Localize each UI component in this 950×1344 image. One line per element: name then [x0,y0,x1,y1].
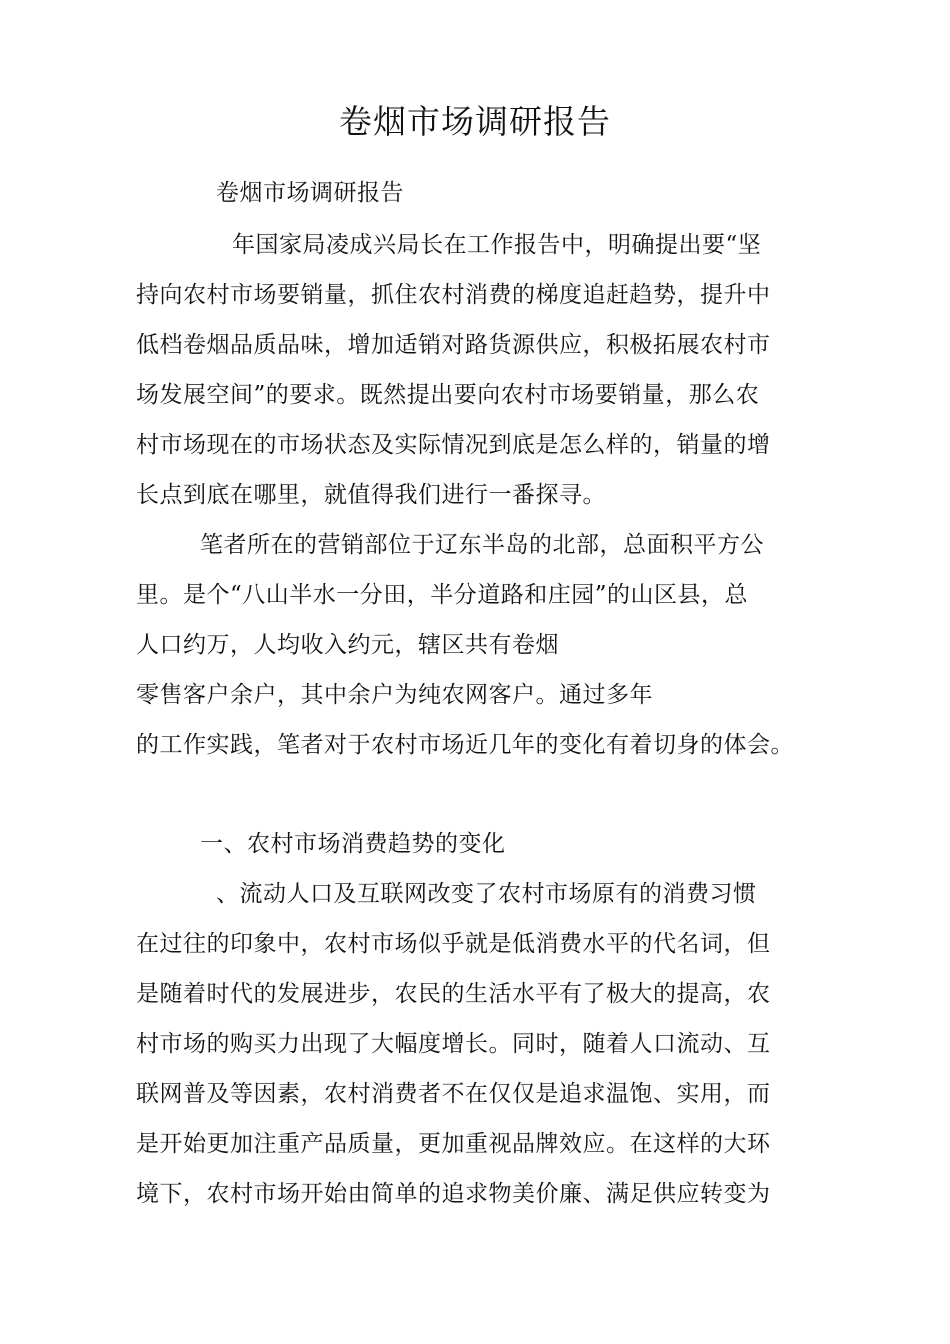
paragraph-line: 笔者所在的营销部位于辽东半岛的北部，总面积平方公 [200,532,764,558]
paragraph-line: 村市场现在的市场状态及实际情况到底是怎么样的，销量的增 [136,432,771,458]
paragraph-line: 场发展空间”的要求。既然提出要向农村市场要销量，那么农 [136,382,760,408]
paragraph-line: 长点到底在哪里，就值得我们进行一番探寻。 [136,482,606,508]
paragraph-line: 零售客户余户，其中余户为纯农网客户。通过多年 [136,682,653,708]
paragraph-line: 里。是个“八山半水一分田，半分道路和庄园”的山区县，总 [136,582,749,608]
paragraph-line: 联网普及等因素，农村消费者不在仅仅是追求温饱、实用，而 [136,1081,771,1107]
paragraph-line: 持向农村市场要销量，抓住农村消费的梯度追赶趋势，提升中 [136,282,771,308]
paragraph-line: 是开始更加注重产品质量，更加重视品牌效应。在这样的大环 [136,1131,771,1157]
paragraph-line: 低档卷烟品质品味，增加适销对路货源供应，积极拓展农村市 [136,332,771,358]
paragraph-line: 村市场的购买力出现了大幅度增长。同时，随着人口流动、互 [136,1031,771,1057]
paragraph-line: 境下，农村市场开始由简单的追求物美价廉、满足供应转变为 [136,1181,771,1207]
paragraph-line: 在过往的印象中，农村市场似乎就是低消费水平的代名词，但 [136,931,771,957]
paragraph-line: 是随着时代的发展进步，农民的生活水平有了极大的提高，农 [136,981,771,1007]
document-title: 卷烟市场调研报告 [339,102,611,141]
paragraph-line: 的工作实践，笔者对于农村市场近几年的变化有着切身的体会。 [136,732,794,758]
paragraph-line: 年国家局凌成兴局长在工作报告中，明确提出要“坚 [232,232,762,258]
document-subtitle: 卷烟市场调研报告 [216,180,404,206]
paragraph-line: 人口约万，人均收入约元，辖区共有卷烟 [136,632,559,658]
section-heading: 一、农村市场消费趋势的变化 [200,831,506,857]
subsection-heading: 、流动人口及互联网改变了农村市场原有的消费习惯 [216,881,757,907]
